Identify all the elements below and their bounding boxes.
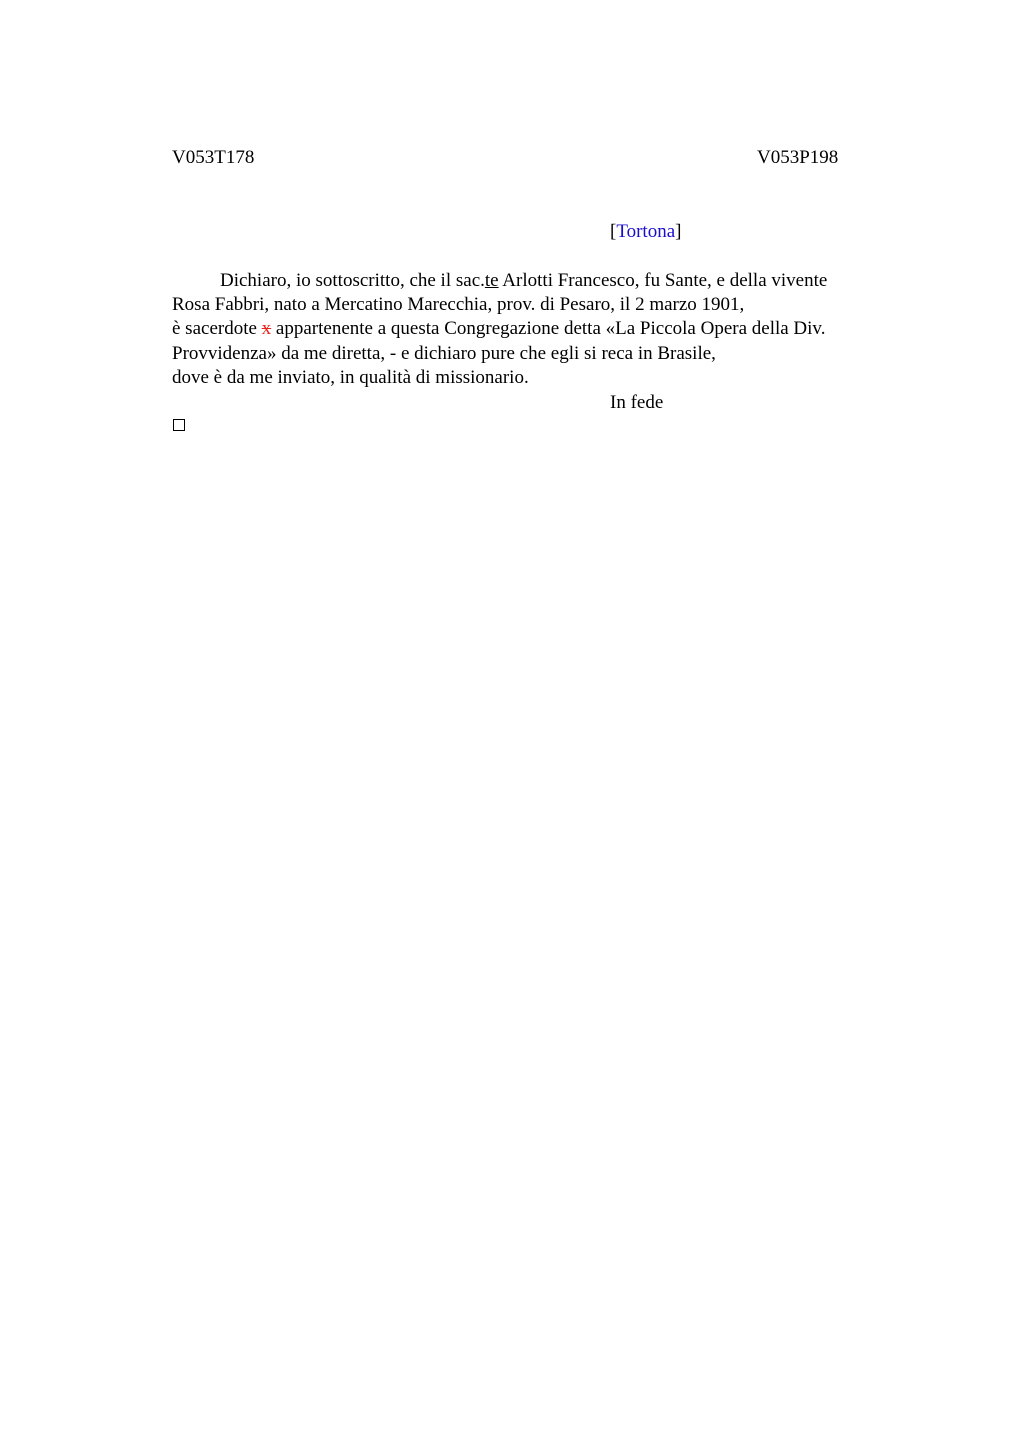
body-line-3-start: è sacerdote (172, 318, 262, 339)
document-code-left: V053T178 (172, 147, 255, 168)
body-line-3-end: appartenente a questa Congregazione detta «La Piccola Opera della Div. (271, 318, 826, 339)
struck-out-mark: x (261, 318, 272, 339)
closing-text: In fede (610, 392, 664, 413)
body-line-1-underlined: te (484, 270, 499, 291)
empty-box-icon (173, 419, 185, 431)
document-code-right: V053P198 (757, 147, 839, 168)
body-line-1 (220, 269, 827, 293)
place-close-bracket: ] (675, 221, 682, 242)
body-line-2: Rosa Fabbri, nato a Mercatino Marecchia, prov. di Pesaro, il 2 marzo 1901, (172, 294, 745, 315)
place-name: Tortona (616, 221, 676, 242)
body-line-4: Provvidenza» da me diretta, - e dichiaro pure che egli si reca in Brasile, (172, 343, 716, 364)
place-open-bracket: [ (610, 221, 617, 242)
body-line-1-start: Dichiaro, io sottoscritto, che il sac. (220, 270, 485, 291)
body-line-3 (172, 317, 825, 341)
body-line-5: dove è da me inviato, in qualità di missionario. (172, 367, 529, 388)
place-heading (610, 220, 681, 244)
body-line-1-end: Arlotti Francesco, fu Sante, e della vivente (498, 270, 828, 291)
